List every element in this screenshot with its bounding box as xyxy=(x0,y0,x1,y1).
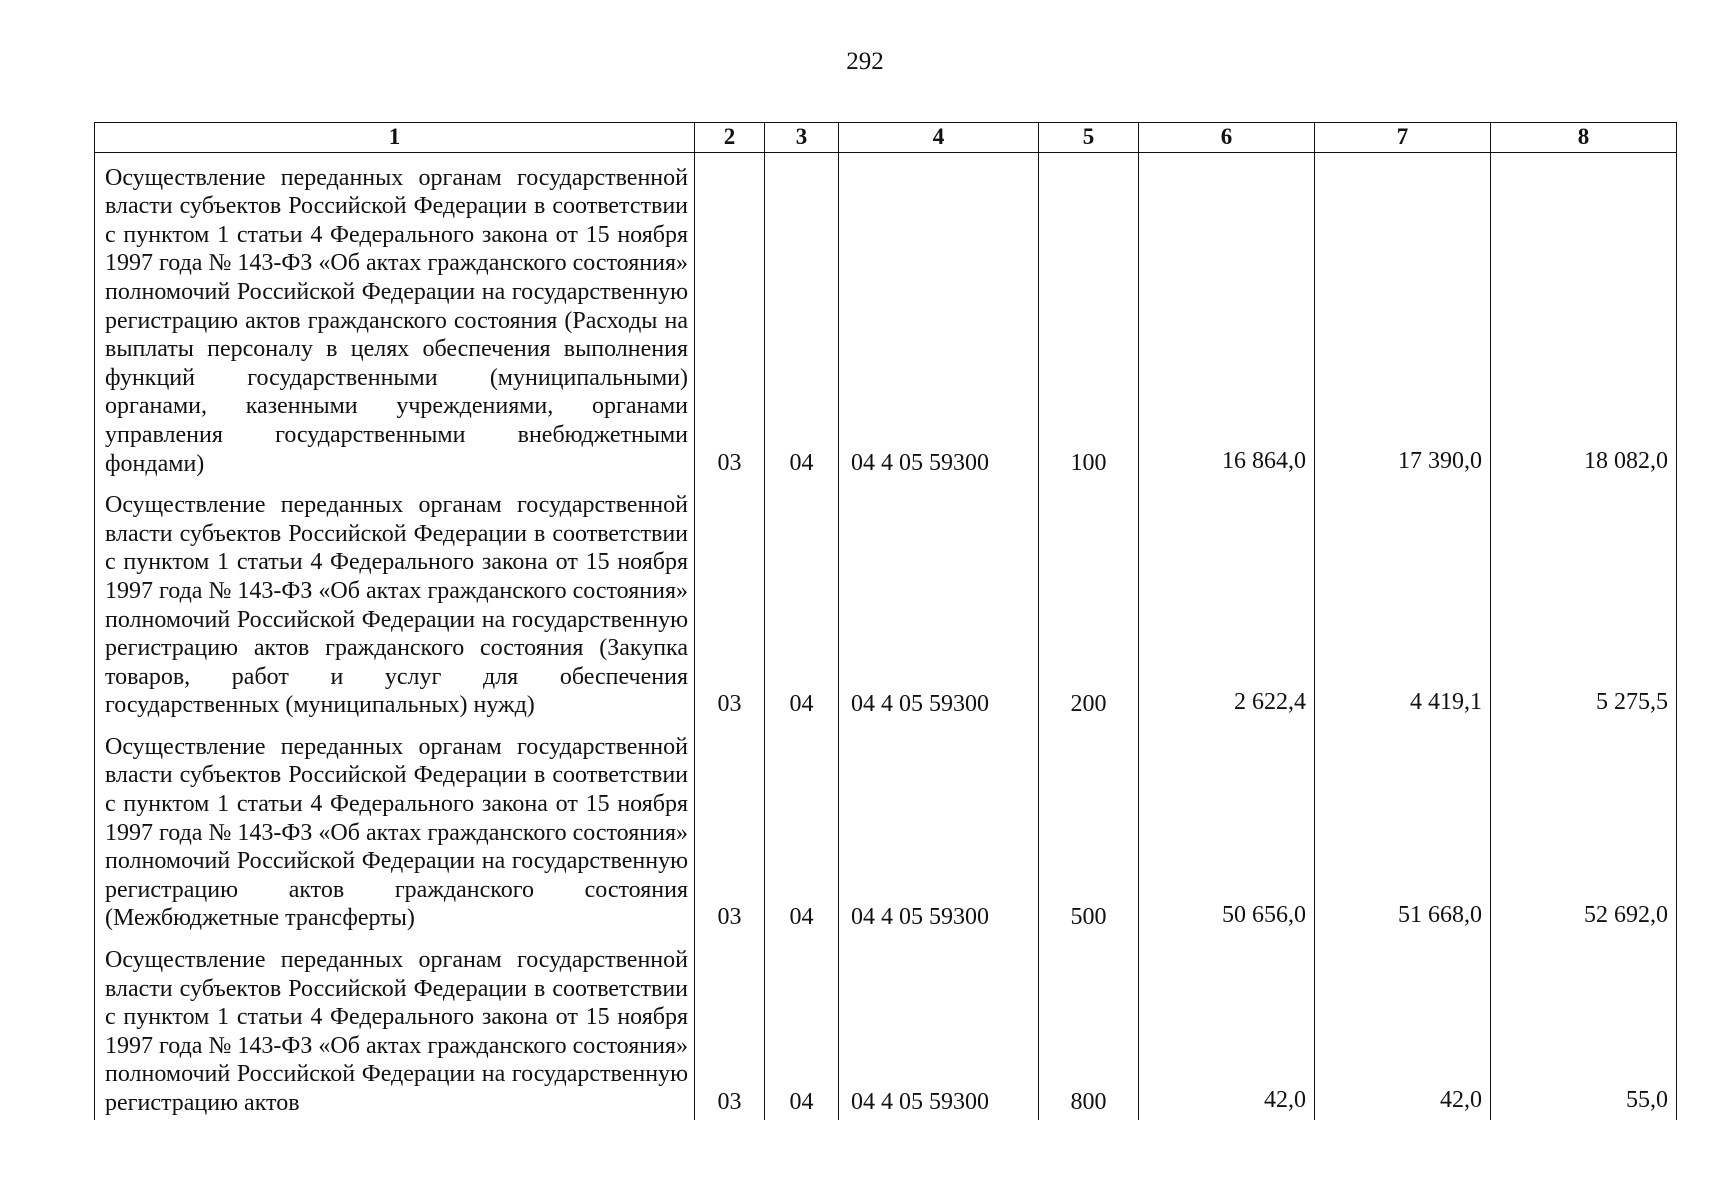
amount-col8: 5 275,5 xyxy=(1491,480,1677,722)
column-header-2: 2 xyxy=(695,123,765,153)
page-bottom-margin xyxy=(0,1148,1730,1200)
subsection-code: 04 xyxy=(765,935,839,1120)
table-row xyxy=(95,722,1677,935)
expense-type-code: 500 xyxy=(1039,722,1139,935)
column-header-3: 3 xyxy=(765,123,839,153)
section-code: 03 xyxy=(695,152,765,480)
amount-col6: 50 656,0 xyxy=(1139,722,1315,935)
column-header-7: 7 xyxy=(1315,123,1491,153)
column-header-1: 1 xyxy=(95,123,695,153)
row-description: Осуществление переданных органам государственной власти субъектов Российской Федерации в соответствии с пунктом 1 статьи 4 Федерального закона от 15 ноября 1997 года № 143-ФЗ «Об актах гражданского состояния» полномочий Российской Федерации на государственную регистрацию актов гражданского состояния (Межбюджетные трансферты) xyxy=(95,722,695,935)
amount-col7: 17 390,0 xyxy=(1315,152,1491,480)
amount-col7: 51 668,0 xyxy=(1315,722,1491,935)
expense-type-code: 200 xyxy=(1039,480,1139,722)
amount-col8: 52 692,0 xyxy=(1491,722,1677,935)
amount-col7: 42,0 xyxy=(1315,935,1491,1120)
page-number: 292 xyxy=(846,48,884,75)
table-row xyxy=(95,152,1677,480)
table-header-row xyxy=(95,123,1677,153)
amount-col8: 18 082,0 xyxy=(1491,152,1677,480)
amount-col7: 4 419,1 xyxy=(1315,480,1491,722)
target-article-code: 04 4 05 59300 xyxy=(839,480,1039,722)
target-article-code: 04 4 05 59300 xyxy=(839,935,1039,1120)
row-description: Осуществление переданных органам государственной власти субъектов Российской Федерации в соответствии с пунктом 1 статьи 4 Федерального закона от 15 ноября 1997 года № 143-ФЗ «Об актах гражданского состояния» полномочий Российской Федерации на государственную регистрацию актов гражданского состояния (Расходы на выплаты персоналу в целях обеспечения выполнения функций государственными (муниципальными) органами, казенными учреждениями, органами управления государственными внебюджетными фондами) xyxy=(95,152,695,480)
table-row xyxy=(95,935,1677,1120)
section-code: 03 xyxy=(695,480,765,722)
budget-table xyxy=(94,122,1677,1120)
amount-col6: 2 622,4 xyxy=(1139,480,1315,722)
expense-type-code: 100 xyxy=(1039,152,1139,480)
subsection-code: 04 xyxy=(765,722,839,935)
subsection-code: 04 xyxy=(765,152,839,480)
row-description: Осуществление переданных органам государственной власти субъектов Российской Федерации в соответствии с пунктом 1 статьи 4 Федерального закона от 15 ноября 1997 года № 143-ФЗ «Об актах гражданского состояния» полномочий Российской Федерации на государственную регистрацию актов гражданского состояния (Закупка товаров, работ и услуг для обеспечения государственных (муниципальных) нужд) xyxy=(95,480,695,722)
target-article-code: 04 4 05 59300 xyxy=(839,722,1039,935)
section-code: 03 xyxy=(695,935,765,1120)
column-header-6: 6 xyxy=(1139,123,1315,153)
amount-col8: 55,0 xyxy=(1491,935,1677,1120)
subsection-code: 04 xyxy=(765,480,839,722)
table-row xyxy=(95,480,1677,722)
expense-type-code: 800 xyxy=(1039,935,1139,1120)
row-description: Осуществление переданных органам государственной власти субъектов Российской Федерации в соответствии с пунктом 1 статьи 4 Федерального закона от 15 ноября 1997 года № 143-ФЗ «Об актах гражданского состояния» полномочий Российской Федерации на государственную регистрацию актов xyxy=(95,935,695,1120)
amount-col6: 42,0 xyxy=(1139,935,1315,1120)
column-header-4: 4 xyxy=(839,123,1039,153)
section-code: 03 xyxy=(695,722,765,935)
target-article-code: 04 4 05 59300 xyxy=(839,152,1039,480)
amount-col6: 16 864,0 xyxy=(1139,152,1315,480)
column-header-8: 8 xyxy=(1491,123,1677,153)
column-header-5: 5 xyxy=(1039,123,1139,153)
